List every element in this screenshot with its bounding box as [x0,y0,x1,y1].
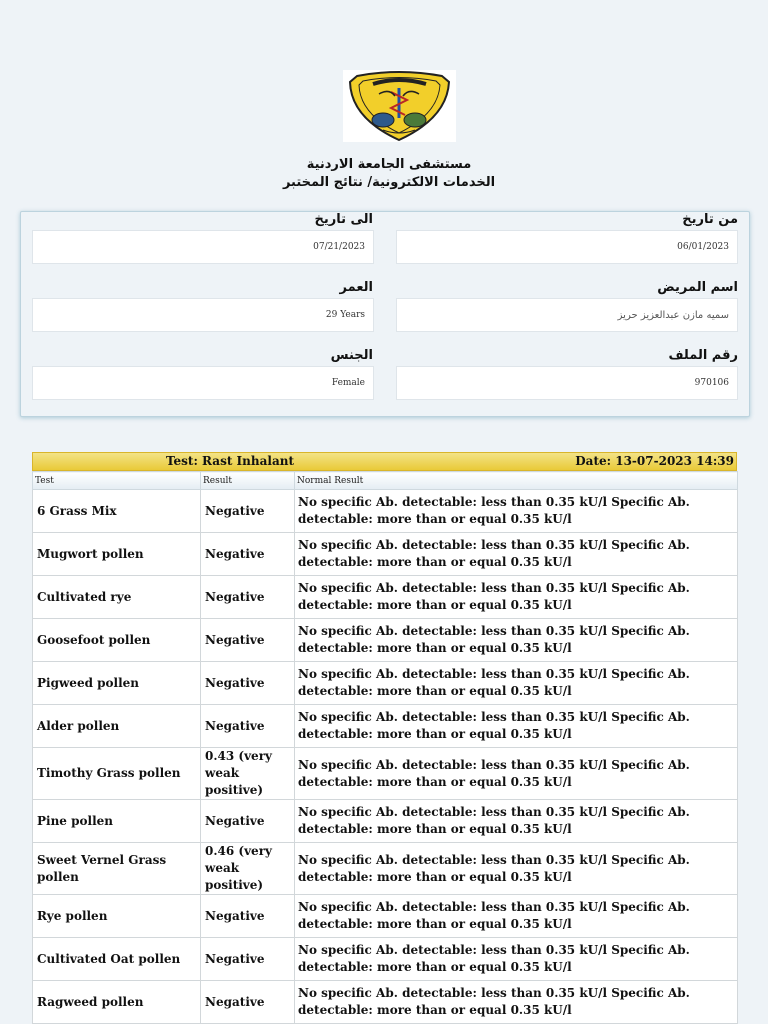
column-header-normal[interactable]: Normal Result [295,472,738,490]
cell-test: Cultivated Oat pollen [33,938,201,981]
cell-result: Negative [201,895,295,938]
cell-test: 6 Grass Mix [33,490,201,533]
cell-result: Negative [201,576,295,619]
file-number-field[interactable]: 970106 [396,366,738,400]
column-header-test[interactable]: Test [33,472,201,490]
cell-test: Cultivated rye [33,576,201,619]
cell-normal-result: No specific Ab. detectable: less than 0.35 kU/l Specific Ab. detectable: more than or equal 0.35 kU/l [295,895,738,938]
cell-normal-result: No specific Ab. detectable: less than 0.35 kU/l Specific Ab. detectable: more than or equal 0.35 kU/l [295,533,738,576]
cell-normal-result: No specific Ab. detectable: less than 0.35 kU/l Specific Ab. detectable: more than or equal 0.35 kU/l [295,938,738,981]
patient-name-field[interactable]: سميه مازن عبدالعزيز حريز [396,298,738,332]
cell-normal-result: No specific Ab. detectable: less than 0.35 kU/l Specific Ab. detectable: more than or equal 0.35 kU/l [295,981,738,1024]
cell-result: Negative [201,705,295,748]
cell-test: Timothy Grass pollen [33,748,201,800]
age-field[interactable]: 29 Years [32,298,374,332]
test-date: Date: 13-07-2023 14:39 [575,454,734,468]
cell-test: Sweet Vernel Grass pollen [33,843,201,895]
hospital-logo [343,70,456,142]
table-row [33,895,738,938]
column-header-result[interactable]: Result [201,472,295,490]
test-title: Test: Rast Inhalant [165,454,294,468]
results-header-bar [32,452,737,471]
gender-label: الجنس [330,348,373,363]
from-date-label: من تاريخ [682,212,738,227]
hospital-name: مستشفى الجامعة الاردنية [306,157,472,172]
cell-result: Negative [201,662,295,705]
results-table [32,471,738,1024]
table-row [33,662,738,705]
table-header-row [33,472,738,490]
cell-test: Mugwort pollen [33,533,201,576]
cell-test: Alder pollen [33,705,201,748]
cell-result: Negative [201,981,295,1024]
table-row [33,843,738,895]
table-row [33,619,738,662]
results-section [32,452,737,1024]
cell-normal-result: No specific Ab. detectable: less than 0.35 kU/l Specific Ab. detectable: more than or equal 0.35 kU/l [295,748,738,800]
cell-result: 0.46 (very weak positive) [201,843,295,895]
cell-result: Negative [201,800,295,843]
table-row [33,705,738,748]
table-row [33,748,738,800]
table-row [33,800,738,843]
cell-normal-result: No specific Ab. detectable: less than 0.35 kU/l Specific Ab. detectable: more than or equal 0.35 kU/l [295,705,738,748]
cell-normal-result: No specific Ab. detectable: less than 0.35 kU/l Specific Ab. detectable: more than or equal 0.35 kU/l [295,800,738,843]
cell-test: Goosefoot pollen [33,619,201,662]
cell-result: Negative [201,533,295,576]
page-subtitle: الخدمات الالكترونية/ نتائج المختبر [282,175,496,190]
cell-result: Negative [201,490,295,533]
cell-test: Pigweed pollen [33,662,201,705]
cell-normal-result: No specific Ab. detectable: less than 0.35 kU/l Specific Ab. detectable: more than or equal 0.35 kU/l [295,490,738,533]
hospital-crest-icon [343,70,456,142]
cell-normal-result: No specific Ab. detectable: less than 0.35 kU/l Specific Ab. detectable: more than or equal 0.35 kU/l [295,662,738,705]
cell-result: Negative [201,938,295,981]
table-row [33,938,738,981]
cell-test: Pine pollen [33,800,201,843]
to-date-label: الى تاريخ [314,212,373,227]
table-row [33,533,738,576]
cell-normal-result: No specific Ab. detectable: less than 0.35 kU/l Specific Ab. detectable: more than or equal 0.35 kU/l [295,619,738,662]
table-row [33,576,738,619]
table-row [33,981,738,1024]
cell-result: Negative [201,619,295,662]
gender-field[interactable]: Female [32,366,374,400]
cell-test: Rye pollen [33,895,201,938]
results-table-body [33,490,738,1024]
to-date-field[interactable]: 07/21/2023 [32,230,374,264]
cell-normal-result: No specific Ab. detectable: less than 0.35 kU/l Specific Ab. detectable: more than or equal 0.35 kU/l [295,843,738,895]
file-number-label: رقم الملف [668,348,738,363]
filter-panel [20,211,750,417]
from-date-field[interactable]: 06/01/2023 [396,230,738,264]
age-label: العمر [339,280,373,295]
cell-test: Ragweed pollen [33,981,201,1024]
cell-result: 0.43 (very weak positive) [201,748,295,800]
cell-normal-result: No specific Ab. detectable: less than 0.35 kU/l Specific Ab. detectable: more than or equal 0.35 kU/l [295,576,738,619]
table-row [33,490,738,533]
patient-name-label: اسم المريض [657,280,738,295]
